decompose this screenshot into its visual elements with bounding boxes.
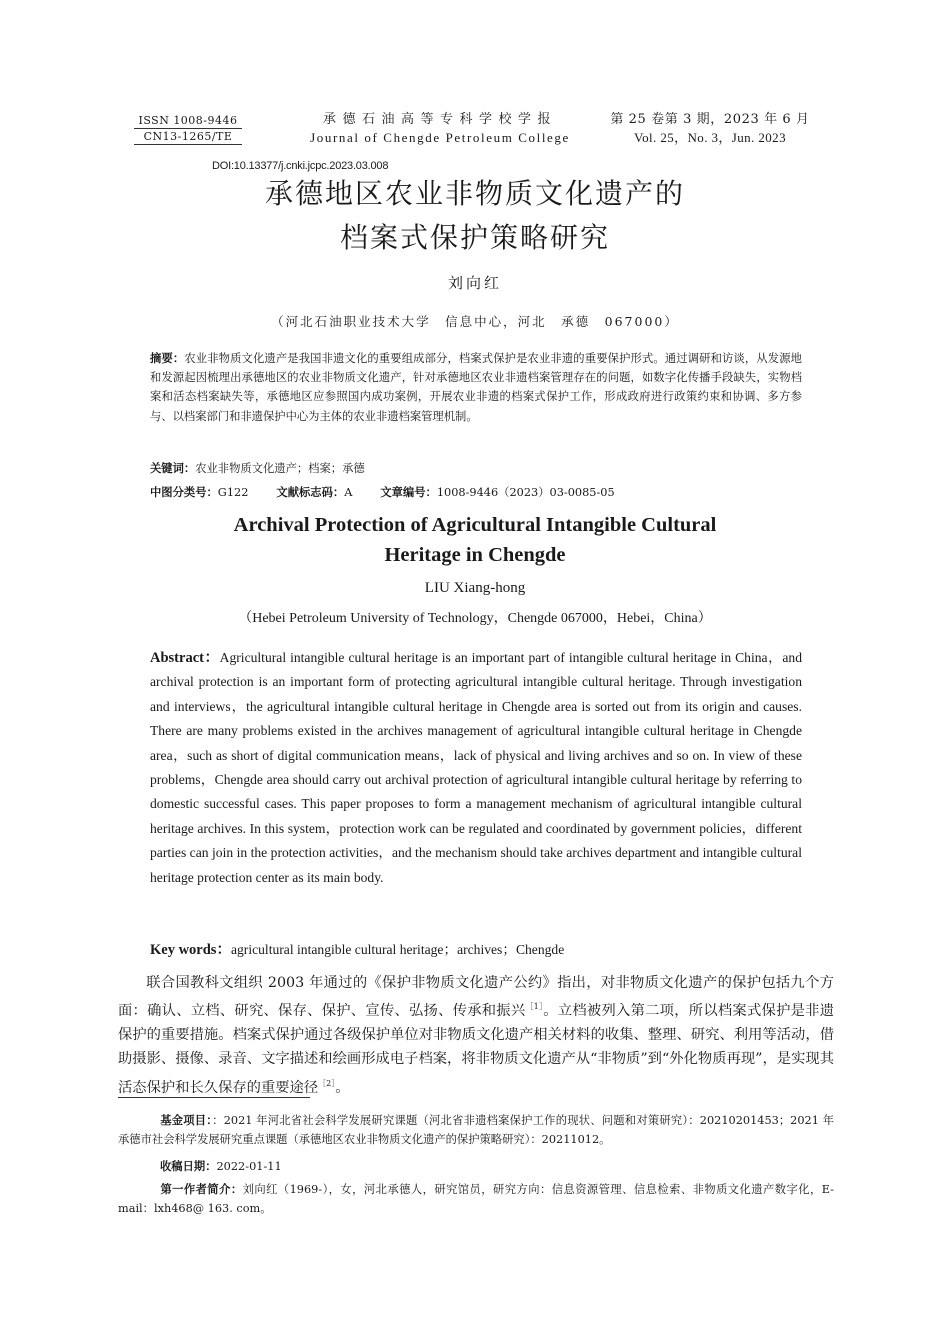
title-cn-line-2: 档案式保护策略研究 bbox=[339, 221, 610, 254]
citation-2: ［2］ bbox=[318, 1078, 336, 1088]
fund-label: 基金项目： bbox=[160, 1114, 213, 1127]
title-cn-line-1: 承德地区农业非物质文化遗产的 bbox=[264, 177, 685, 210]
journal-name bbox=[292, 111, 588, 147]
abstract-en bbox=[150, 646, 802, 890]
title-en-line-1: Archival Protection of Agricultural Intangible Cultural bbox=[233, 514, 717, 536]
doi: DOI:10.13377/j.cnki.jcpc.2023.03.008 bbox=[212, 160, 389, 172]
cn-number: CN13-1265/TE bbox=[134, 129, 242, 145]
author-en: LIU Xiang-hong bbox=[424, 580, 526, 596]
abstract-en-label: Abstract： bbox=[150, 650, 220, 666]
title-en-line-2: Heritage in Chengde bbox=[384, 544, 566, 566]
title-cn bbox=[150, 172, 800, 260]
classification-line bbox=[150, 484, 802, 500]
abstract-cn-text: 农业非物质文化遗产是我国非遗文化的重要组成部分，档案式保护是农业非遗的重要保护形式。通过调研和访谈，从发源地和发源起因梳理出承德地区的农业非物质文化遗产，针对承德地区农业非遗档案管理存在的问题，如数字化传播手段缺失，实物档案和活态档案缺失等，承德地区应参照国内成功案例，开展农业非遗的档案式保护工作，形成政府进行政策约束和协调、多方参与、以档案部门和非遗保护中心为主体的农业非遗档案管理机制。 bbox=[150, 352, 802, 423]
author-cn: 刘向红 bbox=[447, 274, 502, 292]
received-label: 收稿日期： bbox=[160, 1160, 217, 1173]
body-text-part-2: 。立档被列入第二项，所以档案式保护是非遗保护的重要措施。档案式保护通过各级保护单位对非物质文化遗产相关材料的收集、整理、研究、利用等活动，借助摄影、摄像、录音、文字描述和绘画形成电子档案，将非物质文化遗产从“非物质”到“外化物质再现”，是实现其活态保护和长久保存的重要途径 bbox=[118, 1002, 835, 1096]
journal-name-cn: 承德石油高等专科学校学报 bbox=[322, 112, 557, 127]
fund-text: ：2021 年河北省社会科学发展研究课题（河北省非遗档案保护工作的现状、问题和对策研究）：20210201453；2021 年承德市社会科学发展研究重点课题（承德地区农业非物质文化遗产的保护策略研究）：20211012。 bbox=[118, 1114, 834, 1146]
article-number-value: 1008-9446（2023）03-0085-05 bbox=[436, 486, 615, 499]
keywords-en-text: agricultural intangible cultural heritage；archives；Chengde bbox=[230, 942, 565, 957]
issue-info-cn: 第 25 卷第 3 期，2023 年 6 月 bbox=[610, 112, 810, 127]
keywords-cn bbox=[150, 460, 365, 476]
abstract-cn bbox=[150, 349, 802, 426]
abstract-cn-label: 摘要： bbox=[150, 352, 185, 365]
clc-label: 中图分类号： bbox=[150, 486, 218, 499]
clc-value: G122 bbox=[217, 486, 249, 499]
author-bio-label: 第一作者简介： bbox=[160, 1183, 243, 1196]
title-en bbox=[150, 510, 800, 570]
author-bio-text: 刘向红（1969-），女，河北承德人，研究馆员，研究方向：信息资源管理、信息检索、非物质文化遗产数字化，E-mail：lxh468@ 163. com。 bbox=[118, 1183, 834, 1215]
body-text-part-1: 联合国教科文组织 2003 年通过的《保护非物质文化遗产公约》指出，对非物质文化遗产的保护包括九个方面：确认、立档、研究、保存、保护、宣传、弘扬、传承和振兴 bbox=[118, 975, 834, 1019]
issue-info bbox=[600, 111, 820, 147]
body-paragraph bbox=[118, 971, 834, 1100]
keywords-cn-label: 关键词： bbox=[150, 462, 196, 475]
keywords-en-label: Key words： bbox=[150, 942, 231, 958]
issue-info-en: Vol. 25，No. 3，Jun. 2023 bbox=[634, 130, 786, 145]
issn: ISSN 1008-9446 bbox=[134, 113, 242, 129]
doc-code-value: A bbox=[344, 486, 353, 499]
body-text-part-3: 。 bbox=[335, 1079, 350, 1096]
affiliation-cn: （河北石油职业技术大学 信息中心，河北 承德 067000） bbox=[271, 314, 679, 329]
keywords-cn-text: 农业非物质文化遗产；档案；承德 bbox=[195, 462, 365, 475]
affiliation-en: （Hebei Petroleum University of Technology，Chengde 067000，Hebei，China） bbox=[238, 611, 712, 626]
citation-1: ［1］ bbox=[525, 1002, 544, 1012]
keywords-en bbox=[150, 938, 564, 959]
journal-name-en: Journal of Chengde Petroleum College bbox=[310, 130, 570, 145]
journal-identifiers bbox=[134, 113, 242, 145]
footnote-fund bbox=[118, 1111, 834, 1149]
abstract-en-text: Agricultural intangible cultural heritage is an important part of intangible cultural heritage in China，and archival protection is an important form of protecting agricultural intangible cultural heritage. Through investigation and interviews，the agricultural intangible cultural heritage in Chengde area is sorted out from its origin and causes. There are many problems existed in the archives management of agricultural intangible cultural heritage in Chengde area，such as short of digital communication means，lack of physical and living archives and so on. In view of these problems，Chengde area should carry out archival protection of agricultural intangible cultural heritage by referring to domestic successful cases. This paper proposes to form a management mechanism of agricultural intangible cultural heritage archives. In this system，protection work can be regulated and coordinated by government policies，different parties can join in the protection activities，and the mechanism should take archives department and intangible cultural heritage protection center as its main body. bbox=[150, 650, 802, 885]
footnote-received bbox=[118, 1157, 834, 1176]
footnote-author bbox=[118, 1180, 834, 1218]
article-number-label: 文章编号： bbox=[380, 486, 437, 499]
received-date: 2022-01-11 bbox=[216, 1160, 282, 1173]
doc-code-label: 文献标志码： bbox=[276, 486, 345, 499]
footnote-divider bbox=[118, 1097, 310, 1098]
